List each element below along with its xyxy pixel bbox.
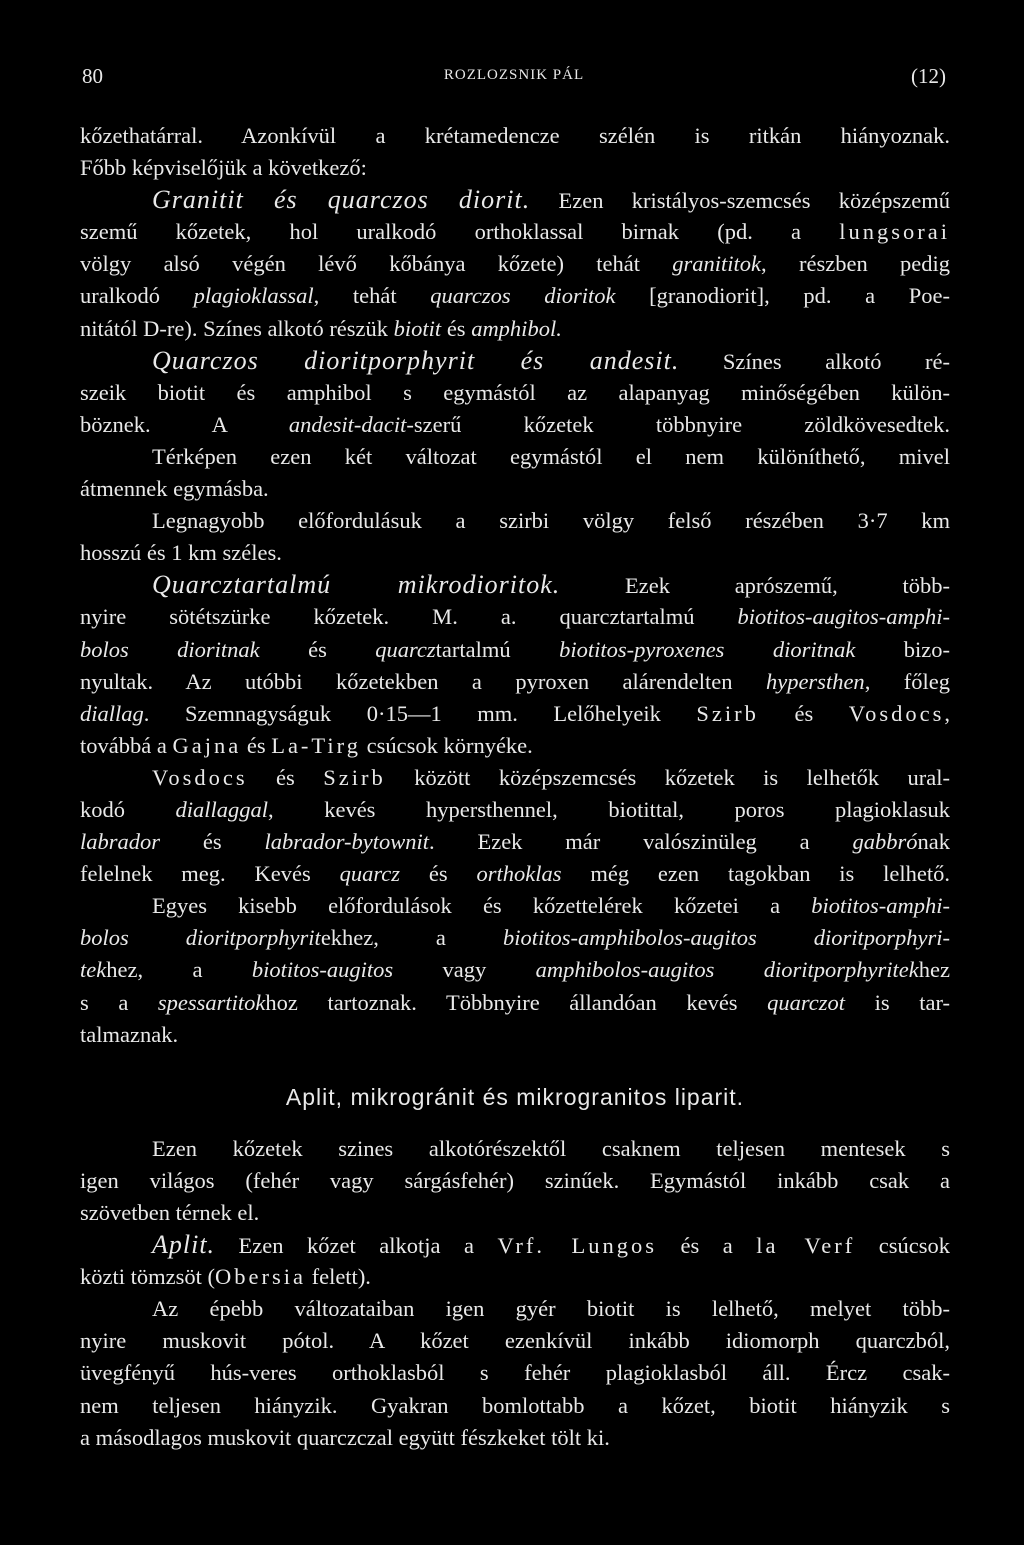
text-line: völgy alsó végén lévő kőbánya kőzete) tehát granititok, részben pedig bbox=[80, 251, 950, 277]
text-line: labrador és labrador-bytownit. Ezek már valószinüleg a gabbrónak bbox=[80, 829, 950, 855]
text-line: talmaznak. bbox=[80, 1021, 179, 1047]
text-line: közti tömzsöt (Obersia felett). bbox=[80, 1264, 371, 1290]
text-line: nyire muskovit pótol. A kőzet ezenkívül inkább idiomorph quarczból, bbox=[80, 1328, 950, 1354]
text-line: felelnek meg. Kevés quarcz és orthoklas még ezen tagokban is lelhető. bbox=[80, 861, 950, 887]
text-line: s a spessartitokhoz tartoznak. Többnyire állandóan kevés quarczot is tar- bbox=[80, 989, 950, 1015]
text-line: Az épebb változataiban igen gyér biotit is lelhető, melyet több- bbox=[152, 1296, 950, 1322]
text-line: üvegfényű hús-veres orthoklasból s fehér plagioklasból áll. Ércz csak- bbox=[80, 1360, 950, 1386]
section-number: (12) bbox=[911, 64, 946, 88]
text-line: Aplit. Ezen kőzet alkotja a Vrf. Lungos és a la Verf csúcsok bbox=[152, 1230, 950, 1260]
page-number: 80 bbox=[82, 64, 103, 88]
text-line: uralkodó plagioklassal, tehát quarczos dioritok [granodiorit], pd. a Poe- bbox=[80, 283, 950, 309]
text-line: szemű kőzetek, hol uralkodó orthoklassal birnak (pd. a lungsorai bbox=[80, 219, 950, 245]
text-line: szövetben térnek el. bbox=[80, 1200, 260, 1225]
text-line: kodó diallaggal, kevés hypersthennel, biotittal, poros plagioklasuk bbox=[80, 796, 950, 822]
text-line: kőzethatárral. Azonkívül a krétamedencze szélén is ritkán hiányoznak. bbox=[80, 123, 950, 148]
text-line: Egyes kisebb előfordulások és kőzettelérek kőzetei a biotitos-amphi- bbox=[152, 893, 950, 919]
text-line: Ezen kőzetek szines alkotórészektől csaknem teljesen mentesek s bbox=[152, 1135, 950, 1161]
section-heading: Aplit, mikrogránit és mikrogranitos liparit. bbox=[285, 1083, 745, 1110]
text-line: bolos dioritporphyritekhez, a biotitos-amphibolos-augitos dioritporphyri- bbox=[80, 925, 950, 951]
text-line: diallag. Szemnagyságuk 0·15—1 mm. Lelőhelyeik Szirb és Vosdocs, bbox=[80, 700, 950, 726]
text-line: bolos dioritnak és quarcztartalmú biotitos-pyroxenes dioritnak bizo- bbox=[80, 636, 950, 662]
text-line: Legnagyobb előfordulásuk a szirbi völgy felső részében 3·7 km bbox=[152, 508, 950, 534]
page-header bbox=[82, 64, 946, 94]
text-line: nitától D-re). Színes alkotó részük biotit és amphibol. bbox=[80, 315, 562, 341]
text-line: igen világos (fehér vagy sárgásfehér) szinűek. Egymástól inkább csak a bbox=[80, 1167, 950, 1193]
text-line: átmennek egymásba. bbox=[80, 476, 269, 502]
page-body bbox=[80, 120, 950, 1454]
text-line: a másodlagos muskovit quarczczal együtt fészkeket tölt ki. bbox=[80, 1424, 610, 1450]
subheading-line: Quarczos dioritporphyrit és andesit. Színes alkotó ré- bbox=[152, 345, 950, 375]
text-line: hosszú és 1 km széles. bbox=[80, 540, 282, 566]
running-head: ROZLOZSNIK PÁL bbox=[443, 67, 585, 83]
text-line: böznek. A andesit-dacit-szerű kőzetek többnyire zöldkövesedtek. bbox=[80, 411, 950, 437]
text-line: tekhez, a biotitos-augitos vagy amphibolos-augitos dioritporphyritekhez bbox=[80, 957, 950, 983]
subheading-line: Quarcztartalmú mikrodioritok. Ezek aprószemű, több- bbox=[152, 570, 950, 600]
subheading-line: Granitit és quarczos diorit. Ezen kristályos-szemcsés középszemű bbox=[152, 185, 950, 215]
text-line: nyire sötétszürke kőzetek. M. a. quarcztartalmú biotitos-augitos-amphi- bbox=[80, 604, 950, 630]
text-line: továbbá a Gajna és La-Tirg csúcsok környéke. bbox=[80, 732, 533, 758]
text-line: Vosdocs és Szirb között középszemcsés kőzetek is lelhetők ural- bbox=[152, 764, 950, 790]
text-line: nem teljesen hiányzik. Gyakran bomlottabb a kőzet, biotit hiányzik s bbox=[80, 1392, 950, 1418]
text-line: nyultak. Az utóbbi kőzetekben a pyroxen alárendelten hypersthen, főleg bbox=[80, 668, 950, 694]
text-line: Térképen ezen két változat egymástól el nem különíthető, mivel bbox=[152, 443, 950, 469]
text-line: Főbb képviselőjük a következő: bbox=[80, 155, 367, 181]
text-line: szeik biotit és amphibol s egymástól az alapanyag minőségében külön- bbox=[80, 379, 950, 405]
